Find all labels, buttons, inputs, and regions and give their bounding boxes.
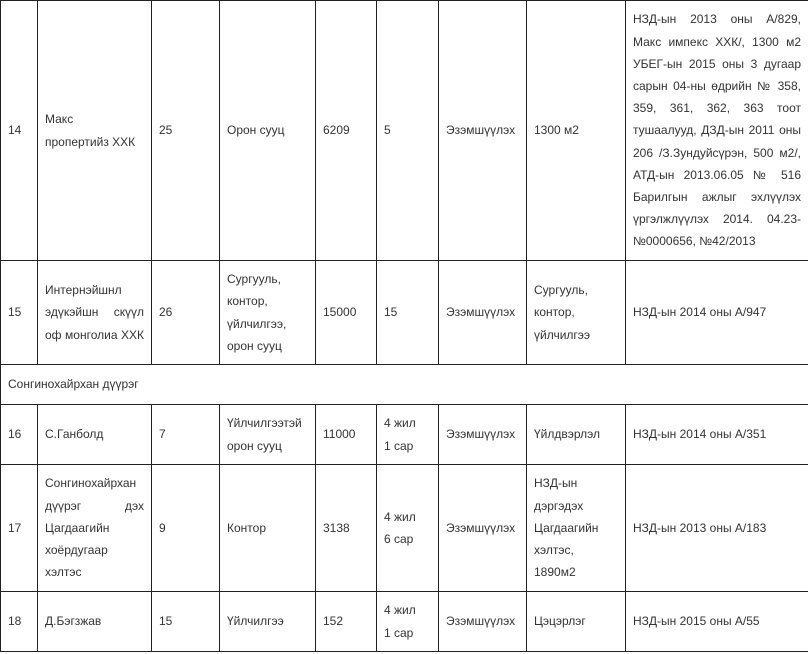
land-area: 6209 [316,1,377,261]
row-number: 14 [1,1,38,261]
land-purpose: Үйлчилгээтэй орон сууц [220,405,316,465]
right-type: Эзэмшүүлэх [439,261,527,365]
parcel-number: 9 [152,465,220,592]
right-type: Эзэмшүүлэх [439,465,527,592]
row-number: 17 [1,465,38,592]
table-row [1,1,808,261]
term: 5 [377,1,439,261]
organization-name: Интернэйшнл эдүкэйшн скүүл оф монголиа ХХК [38,261,152,365]
table-row [1,261,808,365]
land-area: 15000 [316,261,377,365]
target-use: Үйлдвэрлэл [527,405,626,465]
parcel-number: 15 [152,592,220,652]
land-purpose: Орон сууц [220,1,316,261]
district-section-title: Сонгинохайрхан дүүрэг [1,365,808,405]
target-use: Цэцэрлэг [527,592,626,652]
term: 15 [377,261,439,365]
table-row [1,465,808,592]
land-area: 152 [316,592,377,652]
parcel-number: 25 [152,1,220,261]
decision-reference: НЗД-ын 2013 оны А/829, Макс импекс ХХК/, 1300 м2 УБЕГ-ын 2015 оны 3 дугаар сарын 04-ны өдрийн № 358, 359, 361, 362, 363 тоот тушаалууд, ДЗД-ын 2011 оны 206 /З.Зундуйсүрэн, 500 м2/, АТД-ын 2013.06.05 № 516 Барилгын ажлыг эхлүүлэх үргэлжлүүлэх 2014. 04.23-№0000656, №42/2013 [626,1,808,261]
term: 4 жил 1 сар [377,592,439,652]
decision-reference: НЗД-ын 2013 оны А/183 [626,465,808,592]
decision-reference: НЗД-ын 2014 оны А/947 [626,261,808,365]
land-area: 3138 [316,465,377,592]
table-row [1,592,808,652]
organization-name: Д.Бэгзжав [38,592,152,652]
organization-name: Макс пропертийз ХХК [38,1,152,261]
target-use: НЗД-ын дэргэдэх Цагдаагийн хэлтэс, 1890м2 [527,465,626,592]
term: 4 жил 6 сар [377,465,439,592]
target-use: 1300 м2 [527,1,626,261]
land-purpose: Үйлчилгээ [220,592,316,652]
parcel-number: 26 [152,261,220,365]
term: 4 жил 1 сар [377,405,439,465]
right-type: Эзэмшүүлэх [439,405,527,465]
parcel-number: 7 [152,405,220,465]
right-type: Эзэмшүүлэх [439,1,527,261]
row-number: 16 [1,405,38,465]
organization-name: Сонгинохайрхан дүүрэг дэх Цагдаагийн хоёрдугаар хэлтэс [38,465,152,592]
land-purpose: Сургууль, контор, үйлчилгээ, орон сууц [220,261,316,365]
row-number: 15 [1,261,38,365]
section-row [1,365,808,405]
right-type: Эзэмшүүлэх [439,592,527,652]
decision-reference: НЗД-ын 2014 оны А/351 [626,405,808,465]
decision-reference: НЗД-ын 2015 оны А/55 [626,592,808,652]
organization-name: С.Ганболд [38,405,152,465]
target-use: Сургууль, контор, үйлчилгээ [527,261,626,365]
row-number: 18 [1,592,38,652]
land-purpose: Контор [220,465,316,592]
table-row [1,405,808,465]
land-area: 11000 [316,405,377,465]
